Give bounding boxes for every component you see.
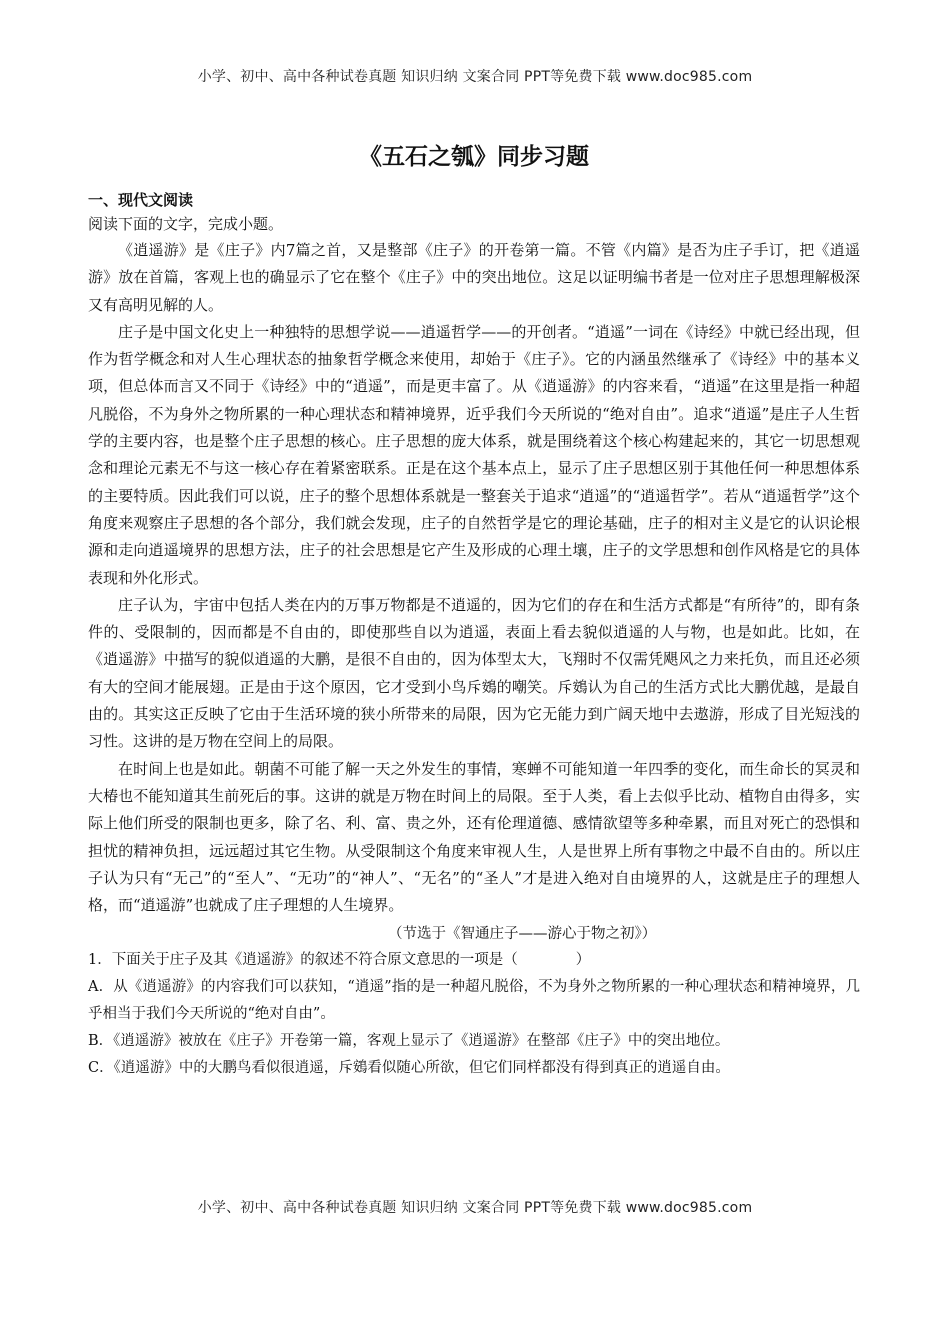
question-1-stem [88, 947, 860, 974]
passage-paragraph-1: 《逍遥游》是《庄子》内7篇之首，又是整部《庄子》的开卷第一篇。不管《内篇》是否为庄子手订，把《逍遥游》放在首篇，客观上也的确显示了它在整个《庄子》中的突出地位。这足以证明编书者是一位对庄子思想理解极深又有高明见解的人。 [88, 241, 860, 314]
page-footer: 小学、初中、高中各种试卷真题 知识归纳 文案合同 PPT等免费下载 www.doc985.com [197, 1200, 753, 1216]
passage-paragraph-2: 庄子是中国文化史上一种独特的思想学说——逍遥哲学——的开创者。“逍遥”一词在《诗经》中就已经出现，但作为哲学概念和对人生心理状态的抽象哲学概念来使用，却始于《庄子》。它的内涵虽然继承了《诗经》中的基本义项，但总体而言又不同于《诗经》中的“逍遥”，而是更丰富了。从《逍遥游》的内容来看，“逍遥”在这里是指一种超凡脱俗，不为身外之物所累的一种心理状态和精神境界，近乎我们今天所说的“绝对自由”。追求“逍遥”是庄子人生哲学的主要内容，也是整个庄子思想的核心。庄子思想的庞大体系，就是围绕着这个核心构建起来的，其它一切思想观念和理论元素无不与这一核心存在着紧密联系。正是在这个基本点上，显示了庄子思想区别于其他任何一种思想体系的主要特质。因此我们可以说，庄子的整个思想体系就是一整套关于追求“逍遥”的“逍遥哲学”。若从“逍遥哲学”这个角度来观察庄子思想的各个部分，我们就会发现，庄子的自然哲学是它的理论基础，庄子的相对主义是它的认识论根源和走向逍遥境界的思想方法，庄子的社会思想是它产生及形成的心理土壤，庄子的文学思想和创作风格是它的具体表现和外化形式。 [88, 322, 860, 587]
page-header: 小学、初中、高中各种试卷真题 知识归纳 文案合同 PPT等免费下载 www.doc985.com [197, 69, 753, 85]
section-heading: 一、现代文阅读 [88, 191, 194, 209]
option-b: B．《逍遥游》被放在《庄子》开卷第一篇，客观上显示了《逍遥游》在整部《庄子》中的突出地位。 [88, 1033, 730, 1050]
document-body [88, 132, 860, 1082]
option-a: A．从《逍遥游》的内容我们可以获知，“逍遥”指的是一种超凡脱俗，不为身外之物所累的一种心理状态和精神境界，几乎相当于我们今天所说的“绝对自由”。 [88, 979, 860, 1023]
question-stem-text: 1．下面关于庄子及其《逍遥游》的叙述不符合原文意思的一项是（ [88, 952, 518, 969]
option-c: C．《逍遥游》中的大鹏鸟看似很逍遥，斥鴳看似随心所欲，但它们同样都没有得到真正的逍遥自由。 [88, 1060, 730, 1077]
passage-paragraph-4: 在时间上也是如此。朝菌不可能了解一天之外发生的事情，寒蝉不可能知道一年四季的变化，而生命长的冥灵和大椿也不能知道其生前死后的事。这讲的就是万物在时间上的局限。至于人类，看上去似乎比动、植物自由得多，实际上他们所受的限制也更多，除了名、利、富、贵之外，还有伦理道德、感情欲望等多种牵累，而且对死亡的恐惧和担忧的精神负担，远远超过其它生物。从受限制这个角度来审视人生，人是世界上所有事物之中最不自由的。所以庄子认为只有“无己”的“至人”、“无功”的“神人”、“无名”的“圣人”才是进入绝对自由境界的人，这就是庄子的理想人格，而“逍遥游”也就成了庄子理想的人生境界。 [88, 759, 860, 915]
question-stem-close: ） [575, 952, 591, 969]
document-title: 《五石之瓠》同步习题 [359, 144, 589, 170]
passage-source: （节选于《智通庄子——游心于物之初》） [388, 926, 657, 943]
reading-instruction: 阅读下面的文字，完成小题。 [88, 215, 284, 233]
passage-paragraph-3: 庄子认为，宇宙中包括人类在内的万事万物都是不逍遥的，因为它们的存在和生活方式都是“有所待”的，即有条件的、受限制的，因而都是不自由的，即使那些自以为逍遥，表面上看去貌似逍遥的人与物，也是如此。比如，在《逍遥游》中描写的貌似逍遥的大鹏，是很不自由的，因为体型太大，飞翔时不仅需凭飓风之力来托负，而且还必须有大的空间才能展翅。正是由于这个原因，它才受到小鸟斥鴳的嘲笑。斥鴳认为自己的生活方式比大鹏优越，是最自由的。其实这正反映了它由于生活环境的狭小所带来的局限，因为它无能力到广阔天地中去遨游，形成了目光短浅的习性。这讲的是万物在空间上的局限。 [88, 595, 860, 751]
